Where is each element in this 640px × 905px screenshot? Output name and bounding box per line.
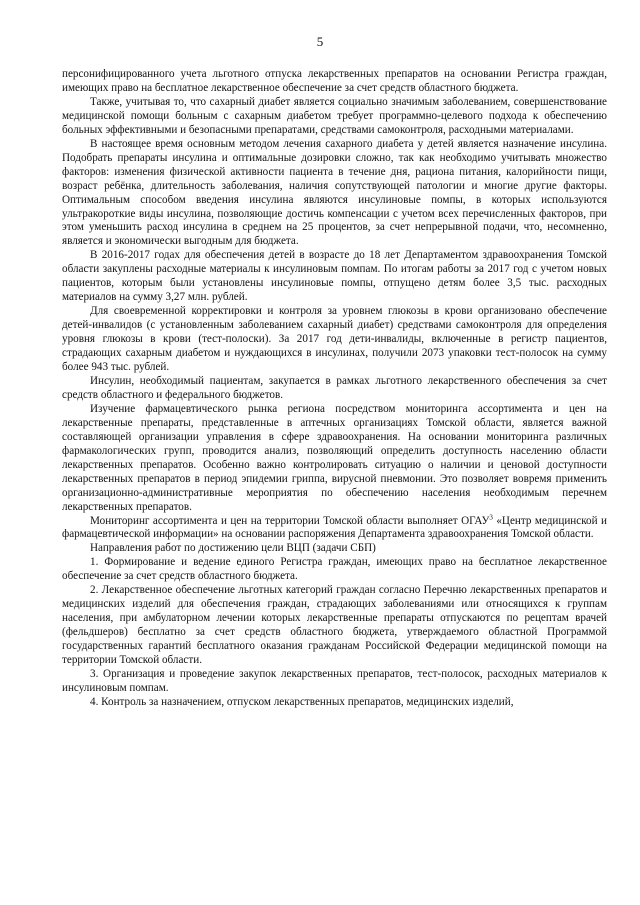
paragraph-diabetes-program: Также, учитывая то, что сахарный диабет является социально значимым заболеванием, совершенствование медицинской помощи больным с сахарным диабетом требует программно-целевого подхода к обеспечению больных эффективными и безопасными препаратами, средствами самоконтроля, расходными материалами. — [62, 95, 607, 136]
paragraph-insulin-procurement: Инсулин, необходимый пациентам, закупается в рамках льготного лекарственного обеспечения за счет средств областного и федерального бюджетов. — [62, 374, 607, 401]
paragraph-pharma-market-study: Изучение фармацевтического рынка региона посредством мониторинга ассортимента и цен на лекарственные препараты, представленные в аптечных организациях Томской области, является важной составляющей организации управления в сфере здравоохранения. На основании мониторинга различных фармакологических групп, проводится анализ, позволяющий определить доступность населению области лекарственных препаратов. Особенно важно контролировать ситуацию о наличии и ценовой доступности лекарственных препаратов в период эпидемии гриппа, вирусной пневмонии. Это позволяет вовремя применить организационно-административные мероприятия по обеспечению населения необходимым перечнем лекарственных препаратов. — [62, 402, 607, 513]
section-heading: Направления работ по достижению цели ВЦП (задачи СБП) — [90, 542, 376, 555]
footnote-marker: 3 — [489, 512, 493, 521]
paragraph-registry-continuation: персонифицированного учета льготного отпуска лекарственных препаратов на основании Регистра граждан, имеющих право на бесплатное лекарственное обеспечение за счет средств областного бюджета. — [62, 68, 607, 94]
paragraph-insulin-pumps-2016-2017: В 2016-2017 годах для обеспечения детей в возрасте до 18 лет Департаментом здравоохранения Томской области закуплены расходные материалы к инсулиновым помпам. По итогам работы за 2017 год с учетом новых пациентов, которым были установлены инсулиновые помпы, отпущено детям более 3,5 тыс. расходных материалов на сумму 3,27 млн. рублей. — [62, 249, 607, 304]
list-item: 2. Лекарственное обеспечение льготных категорий граждан согласно Перечню лекарственных препаратов и медицинских изделий для обеспечения граждан, страдающих заболеваниями или относящихся к группам населения, при амбулаторном лечении которых лекарственные препараты отпускаются по рецептам врачей (фельдшеров) бесплатно за счет средств областного бюджета, утверждаемого областной Программой государственных гарантий бесплатного оказания гражданам Российской Федерации медицинской помощи на территории Томской области. — [62, 584, 607, 667]
monitoring-text-before: Мониторинг ассортимента и цен на территории Томской области выполняет ОГАУ — [90, 514, 490, 527]
paragraph-insulin-therapy: В настоящее время основным методом лечения сахарного диабета у детей является назначение инсулина. Подобрать препараты инсулина и оптимальные дозировки сложно, так как необходимо учитывать множество факторов: изменения физической активности пациента в течение дня, рациона питания, калорийности пищи, возраст ребёнка, длительность заболевания, наличия сопутствующей патологии и многие другие факторы. Оптимальным способом введения инсулина являются инсулиновые помпы, в которых используются ультракороткие виды инсулина, позволяющие достичь компенсации с учетом всех перечисленных факторов, при этом уменьшить расход инсулина в среднем на 25 процентов, за счет непрерывной подачи, что, несомненно, является и экономически выгодным для бюджета. — [62, 137, 607, 248]
list-item: 1. Формирование и ведение единого Регистра граждан, имеющих право на бесплатное лекарственное обеспечение за счет средств областного бюджета. — [62, 556, 607, 583]
list-item: 4. Контроль за назначением, отпуском лекарственных препаратов, медицинских изделий, — [90, 695, 514, 708]
monitoring-text-after: «Центр медицинской и фармацевтической информации» на основании распоряжения Департамента здравоохранения Томской области. — [62, 514, 607, 541]
page-number: 5 — [316, 34, 324, 49]
list-item: 3. Организация и проведение закупок лекарственных препаратов, тест-полосок, расходных материалов к инсулиновым помпам. — [62, 667, 607, 694]
document-body — [62, 68, 607, 710]
paragraph-monitoring-ogau — [62, 512, 607, 543]
paragraph-test-strips: Для своевременной корректировки и контроля за уровнем глюкозы в крови организовано обеспечение детей-инвалидов (с установленным заболеванием сахарный диабет) средствами самоконтроля для определения уровня глюкозы в крови (тест-полоски). За 2017 год дети-инвалиды, включенные в регистр пациентов, страдающих сахарным диабетом и нуждающихся в инсулинах, получили 2073 упаковки тест-полосок на сумму более 943 тыс. рублей. — [62, 305, 607, 374]
